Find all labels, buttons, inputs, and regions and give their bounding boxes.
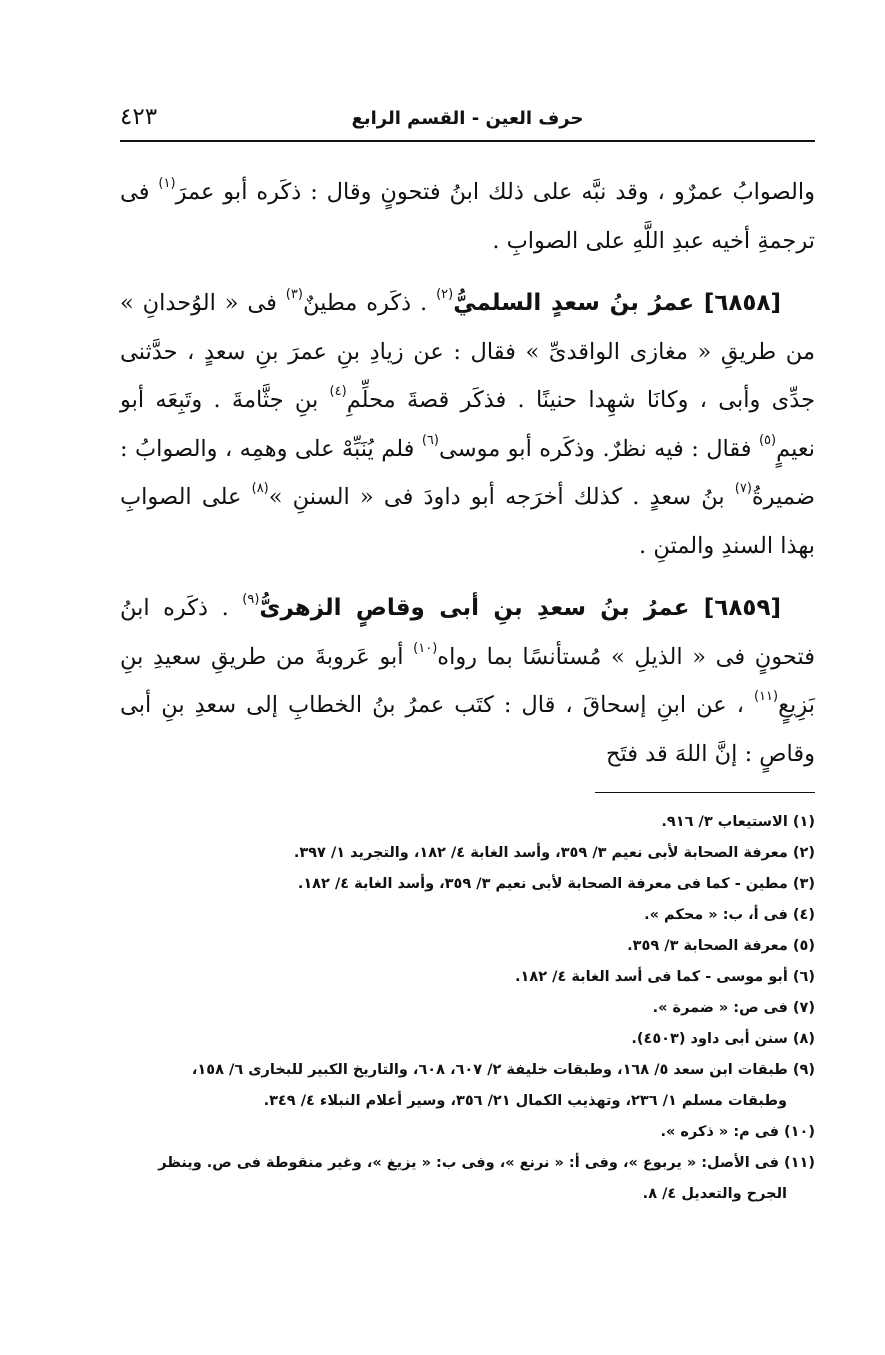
text-run: فى « الوُحدانِ » من طريقِ « مغازى الواقدىِّ » فقال : عن زيادِ بنِ عمرَ بنِ سعدٍ ، حدَّثنى جدِّى وأبى ، وكانَا شهِدا حنينًا . فذكَر قصةَ محلِّمِ [120,290,815,413]
running-header [120,100,815,142]
footnote-11-continuation: الجرح والتعديل ٤/ ٨. [642,1186,787,1202]
footnote-3: (٣) مطين - كما فى معرفة الصحابة لأبى نعيم ٣/ ٣٥٩، وأسد الغابة ٤/ ١٨٢. [297,876,815,892]
text-run: والصوابُ عمرٌو ، وقد نبَّه على ذلك ابنُ فتحونٍ وقال : ذكَره أبو عمرَ [175,179,815,205]
footnote-ref[interactable]: (٧) [734,481,752,496]
entry-6859 [120,584,815,778]
entry-heading: [٦٨٥٩] عمرُ بنُ سعدِ بنِ أبى وقاصٍ الزهرىُّ [259,595,781,621]
footnote-ref[interactable]: (٤) [329,384,347,399]
text-run: ، عن ابنِ إسحاقَ ، قال : كتَب عمرُ بنُ الخطابِ إلى سعدِ بنِ أبى وقاصٍ : إنَّ اللهَ قد فتَح [120,692,815,767]
main-text [120,168,815,778]
book-page [120,100,815,1280]
footnote-ref[interactable]: (٢) [436,287,454,302]
footnote-ref[interactable]: (٩) [242,592,260,607]
footnote-ref[interactable]: (١) [158,176,176,191]
footnote-6: (٦) أبو موسى - كما فى أسد الغابة ٤/ ١٨٢. [515,969,815,985]
text-run: فلم يُنَبِّهْ على وهمِه ، والصوابُ : ضميرةُ [120,435,815,510]
footnotes [120,807,815,1210]
footnote-11: (١١) فى الأصل: « يربوع »، وفى أ: « نرنع »، وفى ب: « يزيغ »، وغير منقوطة فى ص. وينظر [158,1155,815,1171]
page-number: ٤٢٣ [120,104,158,130]
entry-6858 [120,279,815,570]
footnote-9: (٩) طبقات ابن سعد ٥/ ١٦٨، وطبقات خليفة ٢/ ٦٠٧، ٦٠٨، والتاريخ الكبير للبخارى ٦/ ١٥٨، [191,1062,815,1078]
footnote-ref[interactable]: (١٠) [413,640,438,656]
entry-heading: [٦٨٥٨] عمرُ بنُ سعدٍ السلميُّ [453,290,782,316]
footnote-5: (٥) معرفة الصحابة ٣/ ٣٥٩. [627,938,815,954]
text-run: فقال : فيه نظرٌ. وذكَره أبو موسى [438,435,759,462]
chapter-title: حرف العين - القسم الرابع [351,108,584,129]
footnote-4: (٤) فى أ، ب: « محكم ». [644,907,815,923]
text-run: فى ترجمةِ أخيه عبدِ اللَّهِ على الصوابِ . [120,179,815,254]
footnote-7: (٧) فى ص: « ضمرة ». [652,1000,815,1016]
text-run: بنُ سعدٍ . كذلك أخرَجه أبو داودَ فى « السننِ » [268,484,735,510]
text-run: أبو عَروبةَ من طريقِ سعيدِ بنِ بَزِيعٍ [120,643,815,718]
footnote-ref[interactable]: (٦) [421,432,439,448]
footnote-separator [595,792,815,793]
footnote-9-continuation: وطبقات مسلم ١/ ٢٣٦، وتهذيب الكمال ٢١/ ٣٥٦، وسير أعلام النبلاء ٤/ ٣٤٩. [263,1093,787,1109]
paragraph-continuation [120,168,815,265]
footnote-ref[interactable]: (٨) [251,481,269,496]
text-run: . ذكَره ابنُ فتحونٍ فى « الذيلِ » مُستأنسًا بما رواه [120,595,815,670]
footnote-10: (١٠) فى م: « ذكره ». [660,1124,815,1140]
text-run: . ذكَره مطينٌ [302,290,437,316]
footnote-ref[interactable]: (٣) [285,287,303,302]
text-run: على الصوابِ بهذا السندِ والمتنِ . [120,484,815,559]
footnote-1: (١) الاستيعاب ٣/ ٩١٦. [661,814,815,830]
text-run: بنِ جثَّامةَ . وتَبِعَه أبو نعيمٍ [120,387,815,462]
footnote-2: (٢) معرفة الصحابة لأبى نعيم ٣/ ٣٥٩، وأسد الغابة ٤/ ١٨٢، والتجريد ١/ ٣٩٧. [293,845,815,861]
footnote-ref[interactable]: (٥) [758,432,777,448]
footnote-ref[interactable]: (١١) [753,689,779,704]
footnote-8: (٨) سنن أبى داود (٤٥٠٣). [631,1031,815,1047]
